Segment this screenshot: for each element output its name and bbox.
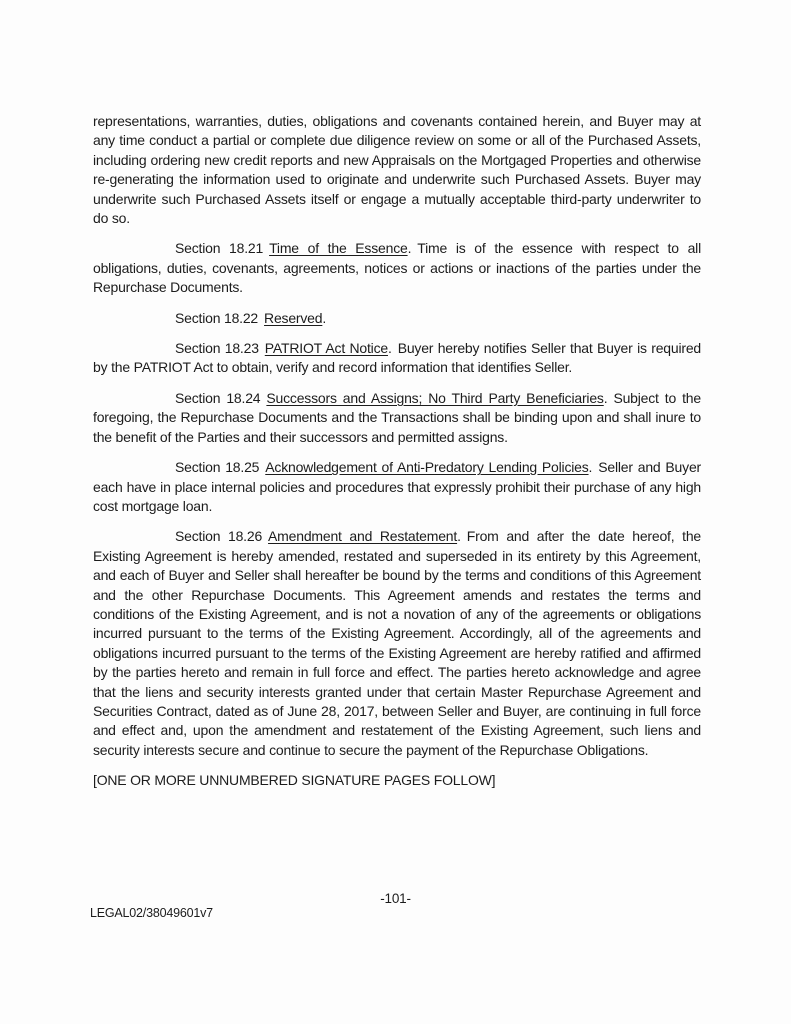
section-heading: Time of the Essence	[269, 240, 408, 257]
section-separator: .	[603, 389, 608, 406]
section-body: Seller and Buyer each have in place internal policies and procedures that expressly prohibit their purchase of any high cost mortgage loan.	[93, 459, 701, 514]
section-separator: .	[387, 340, 392, 357]
doc-id: LEGAL02/38049601v7	[90, 906, 213, 920]
section-heading: Amendment and Restatement	[268, 528, 458, 545]
intro-paragraph: representations, warranties, duties, obligations and covenants contained herein, and Buyer may at any time conduct a partial or complete due diligence review on some or all of the Purchased Assets, including ordering new credit reports and new Appraisals on the Mortgaged Properties and otherwise re-generating the information used to originate and underwrite such Purchased Assets. Buyer may underwrite such Purchased Assets itself or engage a mutually acceptable third-party underwriter to do so.	[93, 113, 701, 227]
section-paragraph	[93, 239, 701, 297]
section-paragraph	[93, 389, 701, 447]
section-label: Section 18.23	[175, 340, 259, 357]
section-paragraph	[93, 339, 701, 378]
sections-container	[93, 239, 701, 760]
section-paragraph	[93, 527, 701, 760]
section-label: Section 18.25	[175, 459, 260, 476]
section-heading: Successors and Assigns; No Third Party Beneficiaries	[266, 389, 604, 406]
section-heading: Reserved	[264, 309, 323, 326]
section-label: Section 18.21	[175, 240, 264, 257]
section-paragraph	[93, 309, 701, 328]
section-separator: .	[588, 459, 593, 476]
section-label: Section 18.26	[175, 528, 263, 545]
section-heading: PATRIOT Act Notice	[264, 340, 388, 357]
section-body: From and after the date hereof, the Existing Agreement is hereby amended, restated and superseded in its entirety by this Agreement, and each of Buyer and Seller shall hereafter be bound by the terms and conditions of this Agreement and the other Repurchase Documents. This Agreement amends and restates the terms and conditions of the Existing Agreement, and is not a novation of any of the agreements or obligations incurred pursuant to the terms of the Existing Agreement. Accordingly, all of the agreements and obligations incurred pursuant to the terms of the Existing Agreement are hereby ratified and affirmed by the parties hereto and remain in full force and effect. The parties hereto acknowledge and agree that the liens and security interests granted under that certain Master Repurchase Agreement and Securities Contract, dated as of June 28, 2017, between Seller and Buyer, are continuing in full force and effect and, upon the amendment and restatement of the Existing Agreement, such liens and security interests secure and continue to secure the payment of the Repurchase Obligations.	[93, 528, 701, 758]
section-body: Subject to the foregoing, the Repurchase Documents and the Transactions shall be binding upon and shall inure to the benefit of the Parties and their successors and permitted assigns.	[93, 389, 701, 445]
section-label: Section 18.24	[175, 389, 261, 406]
section-paragraph	[93, 458, 701, 516]
section-heading: Acknowledgement of Anti-Predatory Lending Policies	[265, 459, 589, 476]
section-separator: .	[407, 240, 412, 257]
page-content	[93, 112, 701, 802]
section-body: Time is of the essence with respect to all obligations, duties, covenants, agreements, notices or actions or inactions of the parties under the Repurchase Documents.	[93, 240, 701, 296]
page-number: -101-	[380, 891, 411, 906]
section-separator: .	[322, 309, 327, 326]
signature-note: [ONE OR MORE UNNUMBERED SIGNATURE PAGES FOLLOW]	[93, 772, 496, 789]
section-separator: .	[457, 528, 461, 545]
section-label: Section 18.22	[175, 309, 259, 326]
section-body: Buyer hereby notifies Seller that Buyer is required by the PATRIOT Act to obtain, verify and record information that identifies Seller.	[93, 340, 701, 376]
